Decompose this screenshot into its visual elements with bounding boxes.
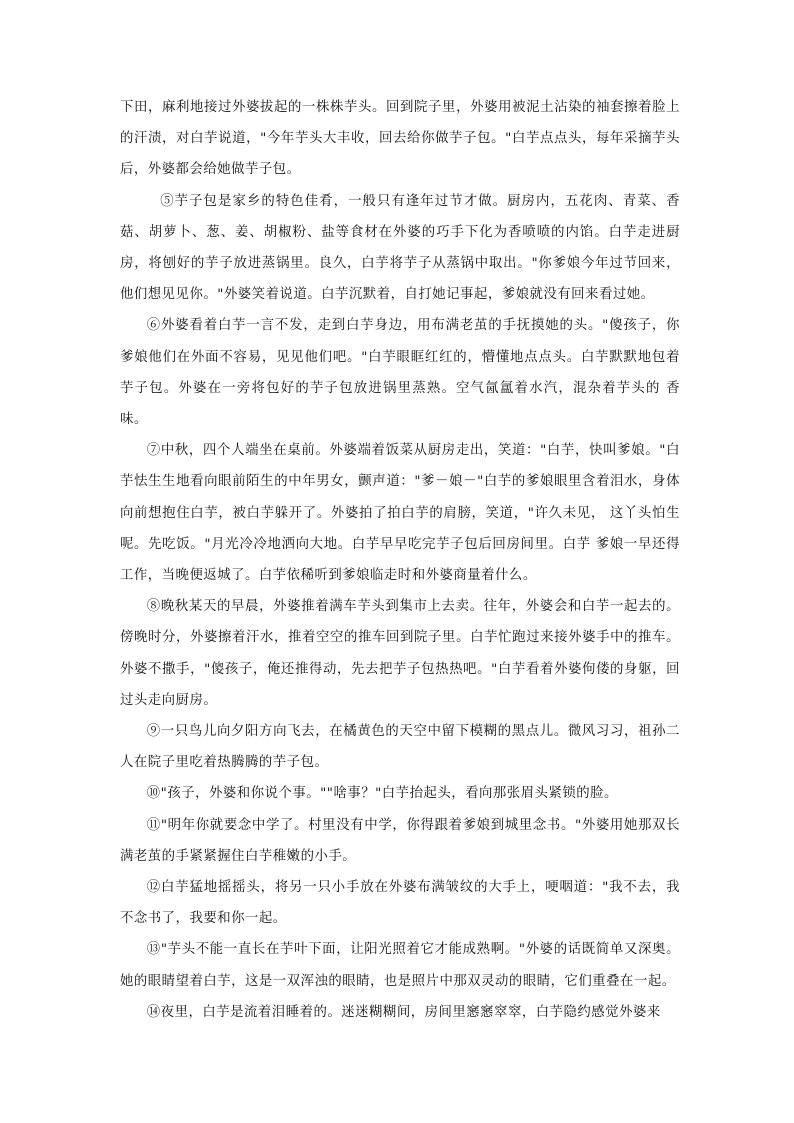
- paragraph-8: ⑧晚秋某天的早晨，外婆推着满车芋头到集市上去卖。往年，外婆会和白芋一起去的。傍晚时分，外婆擦着汗水，推着空空的推车回到院子里。白芋忙跑过来接外婆手中的推车。外婆不撒手，"傻孩子，俺还推得动，先去把芋子包热热吧。"白芋看着外婆佝偻的身躯，回过头走向厨房。: [120, 599, 680, 708]
- paragraph-6: ⑥外婆看着白芋一言不发，走到白芋身边，用布满老茧的手抚摸她的头。"傻孩子，你爹娘他们在外面不容易，见见他们吧。"白芋眼眶红红的，懵懂地点点头。白芋默默地包着芋子包。外婆在一旁将包好的芋子包放进锅里蒸熟。空气氤氲着水汽，混杂着芋头的 香味。: [120, 318, 680, 428]
- paragraph-1: 下田，麻利地接过外婆拔起的一株株芋头。回到院子里，外婆用被泥土沾染的袖套擦着脸上的汗渍，对白芋说道，"今年芋头大丰收，回去给你做芋子包。"白芋点点头，每年采摘芋头后，外婆都会给她做芋子包。: [120, 100, 680, 178]
- paragraph-7: ⑦中秋，四个人端坐在桌前。外婆端着饭菜从厨房走出，笑道："白芋，快叫爹娘。"白芋怯生生地看向眼前陌生的中年男女，颤声道："爹－娘－"白芋的爹娘眼里含着泪水，身体向前想抱住白芋，被白芋躲开了。外婆拍了拍白芋的肩膀，笑道，"许久未见， 这丫头怕生呢。先吃饭。"月光冷冷地洒向大地。白芋早早吃完芋子包后回房间里。白芋 爹娘一早还得工作，当晚便返城了。白芋依稀听到爹娘临走时和外婆商量着什么。: [120, 443, 680, 584]
- paragraph-10: ⑩"孩子，外婆和你说个事。""啥事？"白芋抬起头，看向那张眉头紧锁的脸。: [146, 786, 618, 802]
- document-page: [120, 92, 680, 1028]
- paragraph-12: ⑫白芋猛地摇摇头，将另一只小手放在外婆布满皱纹的大手上，哽咽道："我不去，我不念书了，我要和你一起。: [120, 880, 680, 927]
- paragraph-13: ⑬"芋头不能一直长在芋叶下面，让阳光照着它才能成熟啊。"外婆的话既简单又深奥。她的眼睛望着白芋，这是一双浑浊的眼睛，也是照片中那双灵动的眼睛，它们重叠在一起。: [120, 942, 680, 989]
- paragraph-9: ⑨一只鸟儿向夕阳方向飞去，在橘黄色的天空中留下模糊的黑点儿。微风习习，祖孙二人在院子里吃着热腾腾的芋子包。: [120, 724, 680, 771]
- paragraph-11: ⑪"明年你就要念中学了。村里没有中学，你得跟着爹娘到城里念书。"外婆用她那双长满老茧的手紧紧握住白芋稚嫩的小手。: [120, 817, 680, 864]
- paragraph-14: ⑭夜里，白芋是流着泪睡着的。迷迷糊糊间，房间里窸窸窣窣，白芋隐约感觉外婆来: [146, 1004, 661, 1020]
- paragraph-5: ⑤芋子包是家乡的特色佳肴，一般只有逢年过节才做。厨房内，五花肉、青菜、香菇、胡萝卜、葱、姜、胡椒粉、盐等食材在外婆的巧手下化为香喷喷的内馅。白芋走进厨房，将刨好的芋子放进蒸锅里。良久，白芋将芋子从蒸锅中取出。"你爹娘今年过节回来，他们想见见你。"外婆笑着说道。白芋沉默着，自打她记事起，爹娘就没有回来看过她。: [120, 193, 680, 303]
